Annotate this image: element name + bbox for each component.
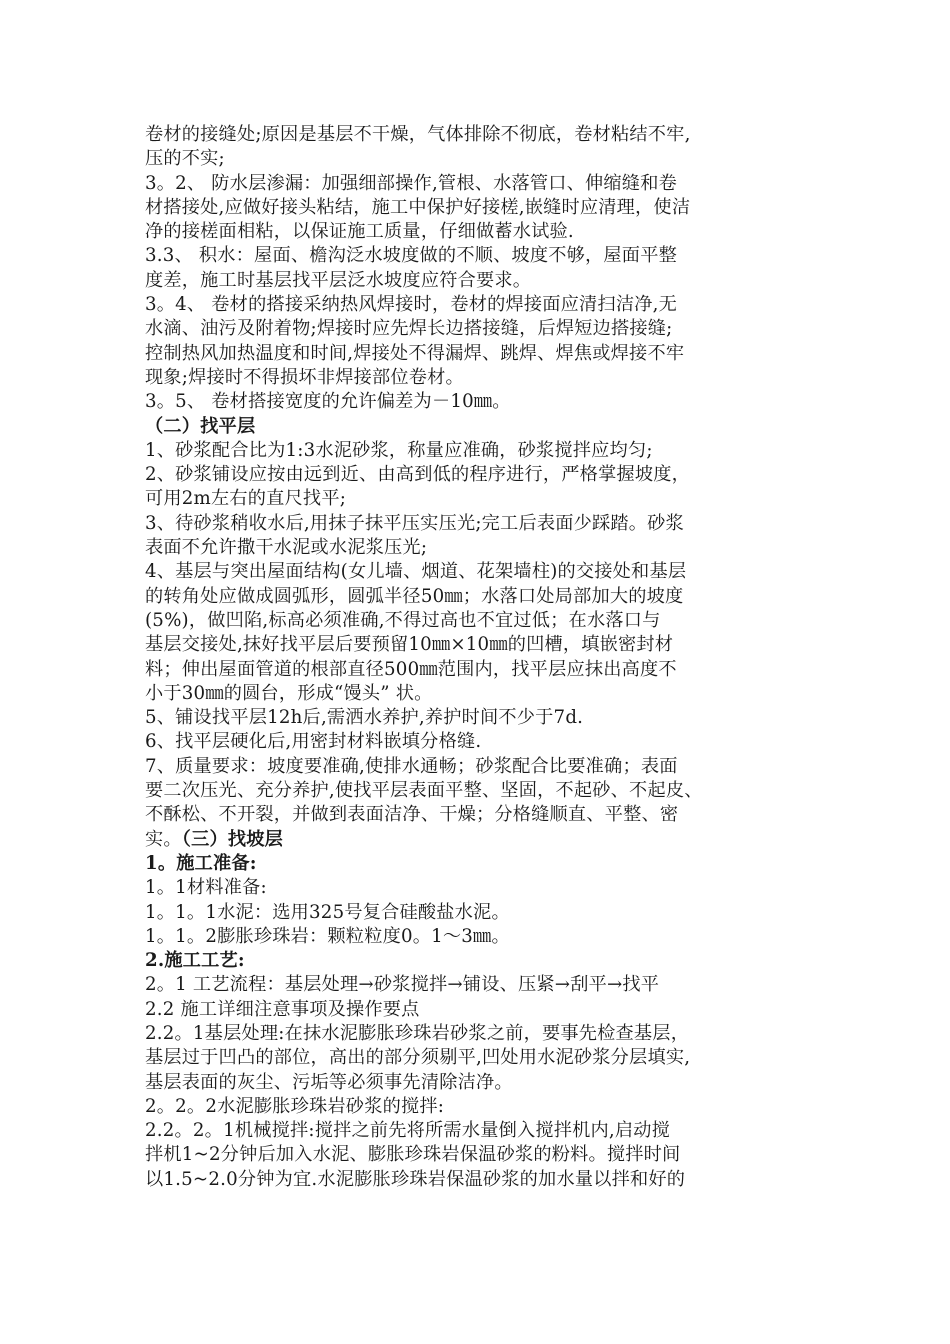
text-line: 水滴、油污及附着物;焊接时应先焊长边搭接缝，后焊短边搭接缝;: [145, 318, 673, 340]
text-line: 3、待砂浆稍收水后,用抹子抹平压实压光;完工后表面少踩踏。砂浆: [145, 512, 684, 534]
text-line: 1。1。2膨胀珍珠岩：颗粒粒度0。1～3㎜。: [145, 925, 510, 947]
text-line: 2.2。1基层处理:在抹水泥膨胀珍珠岩砂浆之前，要事先检查基层，: [145, 1022, 690, 1044]
document-body: [145, 123, 815, 1192]
section-heading: （二）找平层: [145, 415, 256, 437]
text-line: (5%)，做凹陷,标高必须准确,不得过高也不宜过低；在水落口与: [145, 609, 661, 631]
text-line: 5、铺设找平层12h后,需洒水养护,养护时间不少于7d.: [145, 707, 584, 729]
text-line: 现象;焊接时不得损坏非焊接部位卷材。: [145, 366, 464, 388]
section-heading: 1。施工准备:: [145, 852, 257, 874]
text-line: 3。2、 防水层渗漏：加强细部操作,管根、水落管口、伸缩缝和卷: [145, 172, 677, 194]
text-line: 3.3、 积水：屋面、檐沟泛水坡度做的不顺、坡度不够，屋面平整: [145, 245, 677, 267]
section-heading: 2.施工工艺:: [145, 950, 245, 972]
text-line: 净的接槎面相粘，以保证施工质量，仔细做蓄水试验.: [145, 221, 574, 243]
text-line: 以1.5~2.0分钟为宜.水泥膨胀珍珠岩保温砂浆的加水量以拌和好的: [145, 1168, 686, 1190]
text-line: 材搭接处,应做好接头粘结，施工中保护好接槎,嵌缝时应清理，使洁: [145, 196, 691, 218]
text-line: 卷材的接缝处;原因是基层不干燥，气体排除不彻底，卷材粘结不牢,: [145, 124, 691, 145]
text-line: 要二次压光、充分养护,使找平层表面平整、坚固，不起砂、不起皮、: [145, 780, 703, 802]
text-line: 料；伸出屋面管道的根部直径500㎜范围内，找平层应抹出高度不: [145, 658, 677, 680]
text-line-prefix: 实。: [145, 828, 182, 850]
text-line: 2.2。2。1机械搅拌:搅拌之前先将所需水量倒入搅拌机内,启动搅: [145, 1120, 671, 1142]
text-line: 1。1。1水泥：选用325号复合硅酸盐水泥。: [145, 901, 510, 923]
text-line: 基层表面的灰尘、污垢等必须事先清除洁净。: [145, 1071, 513, 1093]
text-line: 不酥松、不开裂，并做到表面洁净、干燥；分格缝顺直、平整、密: [145, 804, 679, 826]
text-line: 1。1材料准备:: [145, 877, 267, 899]
text-line: 表面不允许撒干水泥或水泥浆压光;: [145, 537, 428, 559]
text-line: 拌机1~2分钟后加入水泥、膨胀珍珠岩保温砂浆的粉料。搅拌时间: [145, 1144, 681, 1166]
text-line: 2。2。2水泥膨胀珍珠岩砂浆的搅拌:: [145, 1095, 445, 1117]
text-line: 可用2m左右的直尺找平;: [145, 488, 347, 510]
text-line: 3。4、 卷材的搭接采纳热风焊接时，卷材的焊接面应清扫洁净,无: [145, 294, 677, 316]
text-line: 基层过于凹凸的部位，高出的部分须剔平,凹处用水泥砂浆分层填实,: [145, 1047, 691, 1069]
text-line: [145, 828, 815, 852]
text-line: 2。1 工艺流程：基层处理→砂浆搅拌→铺设、压紧→刮平→找平: [145, 974, 660, 996]
text-line: 度差，施工时基层找平层泛水坡度应符合要求。: [145, 269, 532, 291]
text-line: 小于30㎜的圆台，形成“馒头” 状。: [145, 682, 433, 704]
text-line: 的转角处应做成圆弧形，圆弧半径50㎜；水落口处局部加大的坡度: [145, 585, 684, 607]
text-line: 2.2 施工详细注意事项及操作要点: [145, 998, 420, 1020]
text-line: 控制热风加热温度和时间,焊接处不得漏焊、跳焊、焊焦或焊接不牢: [145, 342, 685, 364]
section-heading: （三）找坡层: [181, 828, 284, 850]
text-line: 6、找平层硬化后,用密封材料嵌填分格缝.: [145, 731, 482, 753]
text-line: 1、砂浆配合比为1:3水泥砂浆，称量应准确，砂浆搅拌应均匀;: [145, 439, 653, 461]
text-line: 4、基层与突出屋面结构(女儿墙、烟道、花架墙柱)的交接处和基层: [145, 561, 687, 583]
text-line: 基层交接处,抹好找平层后要预留10㎜×10㎜的凹槽，填嵌密封材: [145, 634, 674, 656]
text-line: 7、质量要求：坡度要准确,使排水通畅；砂浆配合比要准确；表面: [145, 755, 678, 777]
text-line: 压的不实;: [145, 148, 225, 170]
text-line: 3。5、 卷材搭接宽度的允许偏差为－10㎜。: [145, 391, 511, 413]
text-line: 2、砂浆铺设应按由远到近、由高到低的程序进行，严格掌握坡度，: [145, 464, 691, 486]
